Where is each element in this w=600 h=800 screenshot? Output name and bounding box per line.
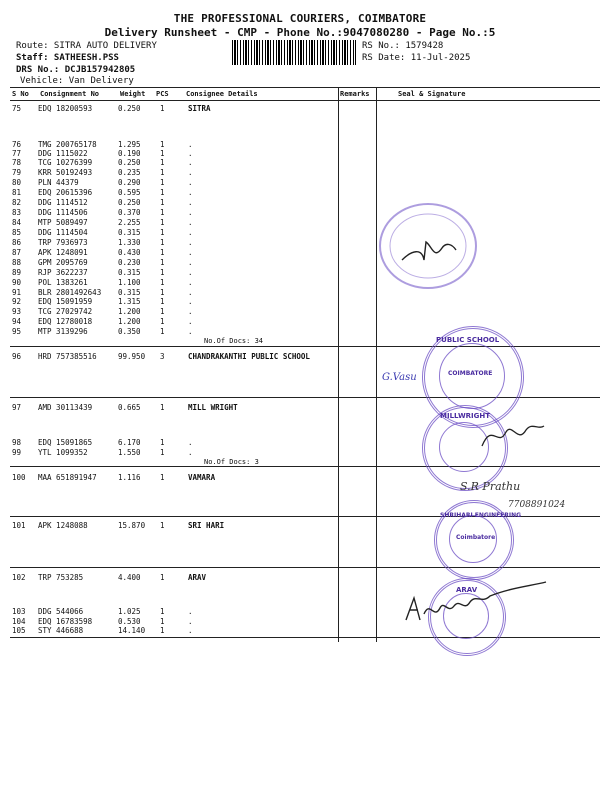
- row-sno: 97: [12, 403, 22, 412]
- row-sno: 78: [12, 158, 22, 167]
- row-consignee: .: [188, 307, 193, 316]
- row-weight: 0.235: [118, 168, 141, 177]
- table-bottom-rule: [10, 637, 600, 638]
- row-weight: 0.230: [118, 258, 141, 267]
- row-consignment-no: GPM 2095769: [38, 258, 88, 267]
- row-pcs: 3: [160, 352, 165, 361]
- group-separator: [10, 567, 600, 568]
- row-consignee: .: [188, 168, 193, 177]
- row-weight: 14.140: [118, 626, 146, 635]
- row-weight: 1.550: [118, 448, 141, 457]
- barcode: [232, 40, 356, 65]
- row-sno: 84: [12, 218, 22, 227]
- drs-label: DRS No.: DCJB157942805: [16, 65, 136, 75]
- row-pcs: 1: [160, 607, 165, 616]
- table-row: [0, 238, 600, 248]
- row-pcs: 1: [160, 327, 165, 336]
- table-row: [0, 158, 600, 168]
- row-consignee: .: [188, 218, 193, 227]
- row-consignee: .: [188, 288, 193, 297]
- row-consignee: CHANDRAKANTHI PUBLIC SCHOOL: [188, 352, 310, 361]
- runsheet-title: THE PROFESSIONAL COURIERS, COIMBATORE: [173, 12, 427, 25]
- row-consignment-no: EDQ 15091865: [38, 438, 93, 447]
- rs-date: RS Date: 11-Jul-2025: [362, 53, 471, 63]
- row-pcs: 1: [160, 438, 165, 447]
- school-stamp-city: COIMBATORE: [448, 370, 493, 377]
- row-sno: 102: [12, 573, 26, 582]
- row-weight: 0.290: [118, 178, 141, 187]
- table-row: [0, 258, 600, 268]
- row-consignment-no: MTP 3139296: [38, 327, 88, 336]
- row-consignee: .: [188, 268, 193, 277]
- row-weight: 1.100: [118, 278, 141, 287]
- row-pcs: 1: [160, 307, 165, 316]
- row-consignee: SRI HARI: [188, 521, 225, 530]
- row-consignment-no: TCG 27029742: [38, 307, 93, 316]
- table-row: [0, 317, 600, 327]
- row-consignee: .: [188, 448, 193, 457]
- col-header-weight: Weight: [120, 90, 146, 98]
- row-pcs: 1: [160, 248, 165, 257]
- row-consignee: .: [188, 617, 193, 626]
- row-pcs: 1: [160, 448, 165, 457]
- row-consignee: VAMARA: [188, 473, 216, 482]
- row-sno: 80: [12, 178, 22, 187]
- row-sno: 104: [12, 617, 26, 626]
- table-row: [0, 218, 600, 228]
- row-sno: 101: [12, 521, 26, 530]
- group-separator: [10, 466, 600, 467]
- table-row: [0, 104, 600, 114]
- row-pcs: 1: [160, 617, 165, 626]
- row-weight: 6.170: [118, 438, 141, 447]
- row-consignment-no: EDQ 12780018: [38, 317, 93, 326]
- row-weight: 99.950: [118, 352, 146, 361]
- row-weight: 0.315: [118, 268, 141, 277]
- vamara-signature: S.R Prathu: [460, 480, 521, 493]
- row-consignee: MILL WRIGHT: [188, 403, 238, 412]
- row-weight: 1.295: [118, 140, 141, 149]
- row-consignment-no: TRP 753285: [38, 573, 84, 582]
- row-sno: 76: [12, 140, 22, 149]
- row-pcs: 1: [160, 288, 165, 297]
- row-consignment-no: TRP 7936973: [38, 238, 88, 247]
- row-sno: 87: [12, 248, 22, 257]
- row-consignee: .: [188, 258, 193, 267]
- row-pcs: 1: [160, 473, 165, 482]
- col-header-seal: Seal & Signature: [398, 90, 466, 98]
- col-header-pcs: PCS: [156, 90, 169, 98]
- row-pcs: 1: [160, 403, 165, 412]
- row-weight: 0.250: [118, 198, 141, 207]
- row-weight: 0.530: [118, 617, 141, 626]
- row-consignment-no: TMG 200765178: [38, 140, 97, 149]
- row-sno: 98: [12, 438, 22, 447]
- table-row: [0, 168, 600, 178]
- row-consignment-no: APK 1248088: [38, 521, 88, 530]
- row-pcs: 1: [160, 104, 165, 113]
- row-consignee: .: [188, 438, 193, 447]
- table-row: [0, 178, 600, 188]
- table-row: [0, 188, 600, 198]
- row-pcs: 1: [160, 188, 165, 197]
- row-sno: 79: [12, 168, 22, 177]
- row-consignment-no: DDG 544066: [38, 607, 84, 616]
- row-pcs: 1: [160, 317, 165, 326]
- row-sno: 82: [12, 198, 22, 207]
- row-weight: 0.430: [118, 248, 141, 257]
- table-top-rule: [10, 87, 600, 88]
- row-consignment-no: MTP 5089497: [38, 218, 88, 227]
- row-consignment-no: EDQ 15091959: [38, 297, 93, 306]
- row-consignee: .: [188, 178, 193, 187]
- row-pcs: 1: [160, 208, 165, 217]
- row-consignee: .: [188, 607, 193, 616]
- row-sno: 92: [12, 297, 22, 306]
- row-consignment-no: PLN 44379: [38, 178, 79, 187]
- row-consignee: .: [188, 248, 193, 257]
- runsheet-subtitle: Delivery Runsheet - CMP - Phone No.:9047080280 - Page No.:5: [104, 26, 496, 39]
- table-row: [0, 228, 600, 238]
- row-weight: 0.315: [118, 228, 141, 237]
- school-signature: G.Vasu: [382, 372, 417, 383]
- row-pcs: 1: [160, 218, 165, 227]
- row-sno: 96: [12, 352, 22, 361]
- row-consignee: .: [188, 317, 193, 326]
- table-row: [0, 198, 600, 208]
- row-pcs: 1: [160, 278, 165, 287]
- col-header-remarks: Remarks: [340, 90, 370, 98]
- row-consignment-no: POL 1383261: [38, 278, 88, 287]
- vamara-phone: 7708891024: [508, 500, 566, 510]
- row-sno: 99: [12, 448, 22, 457]
- row-pcs: 1: [160, 521, 165, 530]
- school-stamp-text: PUBLIC SCHOOL: [436, 336, 500, 344]
- row-consignment-no: MAA 651891947: [38, 473, 97, 482]
- group-total-2: No.Of Docs: 3: [204, 458, 259, 466]
- table-row: [0, 208, 600, 218]
- engineering-stamp-city: Coimbatore: [456, 534, 496, 541]
- row-sno: 100: [12, 473, 26, 482]
- row-pcs: 1: [160, 140, 165, 149]
- row-sno: 77: [12, 149, 22, 158]
- arav-stamp-text: ARAV: [456, 586, 478, 594]
- row-weight: 0.370: [118, 208, 141, 217]
- row-consignment-no: TCG 10276399: [38, 158, 93, 167]
- row-pcs: 1: [160, 228, 165, 237]
- row-consignment-no: KRR 50192493: [38, 168, 93, 177]
- col-header-sno: S No: [12, 90, 29, 98]
- row-consignment-no: EDQ 20615396: [38, 188, 93, 197]
- mill-signature: [478, 418, 548, 458]
- row-consignment-no: EDQ 16783598: [38, 617, 93, 626]
- row-consignee: SITRA: [188, 104, 211, 113]
- row-weight: 0.665: [118, 403, 141, 412]
- row-consignee: .: [188, 238, 193, 247]
- rs-number: RS No.: 1579428: [362, 41, 444, 51]
- engineering-stamp-text: SHRIHARI ENGINEERING: [440, 512, 522, 519]
- col-header-consignee: Consignee Details: [186, 90, 258, 98]
- row-weight: 2.255: [118, 218, 141, 227]
- row-consignment-no: RJP 3622237: [38, 268, 88, 277]
- row-pcs: 1: [160, 297, 165, 306]
- row-pcs: 1: [160, 149, 165, 158]
- row-sno: 94: [12, 317, 22, 326]
- row-sno: 93: [12, 307, 22, 316]
- row-pcs: 1: [160, 268, 165, 277]
- row-sno: 81: [12, 188, 22, 197]
- row-consignment-no: BLR 2801492643: [38, 288, 102, 297]
- row-pcs: 1: [160, 626, 165, 635]
- table-header-rule: [10, 100, 600, 101]
- row-consignee: .: [188, 188, 193, 197]
- row-weight: 1.315: [118, 297, 141, 306]
- staff-label: Staff: SATHEESH.PSS: [16, 53, 119, 63]
- row-sno: 91: [12, 288, 22, 297]
- row-consignment-no: DDG 1114512: [38, 198, 88, 207]
- row-weight: 4.400: [118, 573, 141, 582]
- row-sno: 95: [12, 327, 22, 336]
- row-consignment-no: APK 1248091: [38, 248, 88, 257]
- row-sno: 103: [12, 607, 26, 616]
- row-sno: 90: [12, 278, 22, 287]
- row-consignee: .: [188, 297, 193, 306]
- table-row: [0, 268, 600, 278]
- row-pcs: 1: [160, 168, 165, 177]
- row-consignment-no: DDG 1114504: [38, 228, 88, 237]
- row-consignee: ARAV: [188, 573, 207, 582]
- col-header-consignment: Consignment No: [40, 90, 100, 98]
- row-pcs: 1: [160, 238, 165, 247]
- table-row: [0, 248, 600, 258]
- row-weight: 1.200: [118, 307, 141, 316]
- row-consignee: .: [188, 278, 193, 287]
- mill-stamp-text: MILLWRIGHT: [440, 412, 491, 420]
- row-consignee: .: [188, 228, 193, 237]
- group-total-1: No.Of Docs: 34: [204, 337, 264, 345]
- route-label: Route: SITRA AUTO DELIVERY: [16, 41, 157, 51]
- row-sno: 83: [12, 208, 22, 217]
- table-row: [0, 327, 600, 337]
- row-weight: 0.350: [118, 327, 141, 336]
- row-sno: 85: [12, 228, 22, 237]
- row-sno: 86: [12, 238, 22, 247]
- row-weight: 1.116: [118, 473, 141, 482]
- row-consignee: .: [188, 208, 193, 217]
- row-sno: 75: [12, 104, 22, 113]
- row-pcs: 1: [160, 258, 165, 267]
- table-row: [0, 297, 600, 307]
- row-pcs: 1: [160, 198, 165, 207]
- row-consignment-no: AMD 30113439: [38, 403, 93, 412]
- row-pcs: 1: [160, 178, 165, 187]
- row-weight: 1.330: [118, 238, 141, 247]
- row-sno: 89: [12, 268, 22, 277]
- row-pcs: 1: [160, 158, 165, 167]
- row-weight: 0.595: [118, 188, 141, 197]
- row-consignment-no: HRD 757385516: [38, 352, 97, 361]
- row-weight: 1.025: [118, 607, 141, 616]
- row-sno: 105: [12, 626, 26, 635]
- row-consignment-no: DDG 1114506: [38, 208, 88, 217]
- row-consignee: .: [188, 626, 193, 635]
- row-weight: 0.250: [118, 104, 141, 113]
- row-consignee: .: [188, 149, 193, 158]
- row-consignment-no: YTL 1099352: [38, 448, 88, 457]
- row-pcs: 1: [160, 573, 165, 582]
- arav-signature: [400, 580, 550, 634]
- signature-scribble: [372, 190, 482, 304]
- row-consignee: .: [188, 198, 193, 207]
- row-weight: 0.190: [118, 149, 141, 158]
- row-sno: 88: [12, 258, 22, 267]
- row-consignment-no: STY 446688: [38, 626, 84, 635]
- row-weight: 0.250: [118, 158, 141, 167]
- row-weight: 15.870: [118, 521, 146, 530]
- row-consignee: .: [188, 158, 193, 167]
- row-consignee: .: [188, 327, 193, 336]
- row-consignment-no: DDG 1115022: [38, 149, 88, 158]
- table-row: [0, 278, 600, 288]
- row-weight: 0.315: [118, 288, 141, 297]
- row-consignment-no: EDQ 18200593: [38, 104, 93, 113]
- row-weight: 1.200: [118, 317, 141, 326]
- row-consignee: .: [188, 140, 193, 149]
- vehicle-label: Vehicle: Van Delivery: [20, 76, 134, 86]
- table-row: [0, 307, 600, 317]
